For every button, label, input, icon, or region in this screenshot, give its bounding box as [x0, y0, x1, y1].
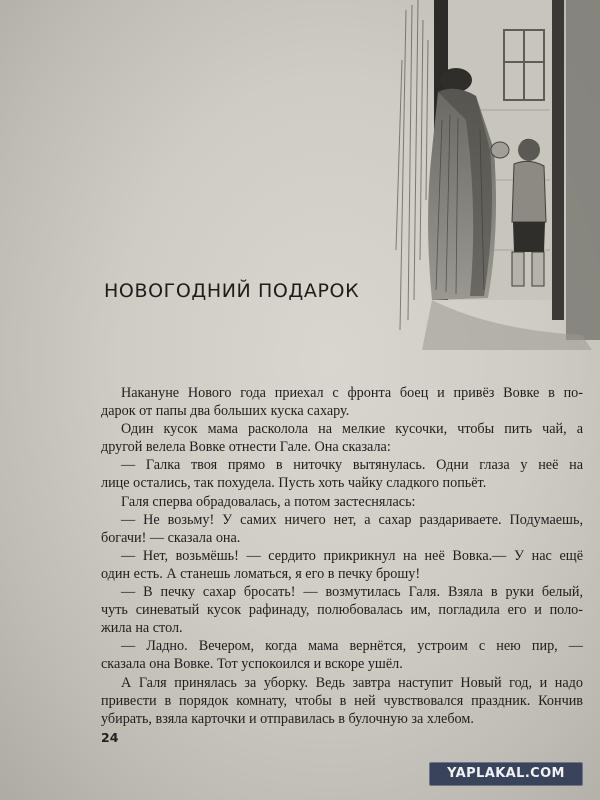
text-line: Галя сперва обрадовалась, а потом застеснялась: [121, 493, 416, 510]
text-line: жила на стол. [101, 620, 183, 637]
text-line: убирать, взяла карточки и отправилась в булочную за хлебом. [101, 710, 474, 727]
story-title: НОВОГОДНИЙ ПОДАРОК [104, 280, 360, 302]
text-line: — Не возьму! У самих ничего нет, а сахар раздариваете. Подумаешь, [121, 511, 583, 528]
text-line: привести в порядок комнату, чтобы в ней чувствовался праздник. Кончив [101, 692, 583, 709]
text-line: лице остались, так похудела. Пусть хоть чайку сладкого попьёт. [101, 475, 487, 492]
text-line: — Нет, возьмёшь! — сердито прикрикнул на неё Вовка.— У нас ещё [121, 547, 583, 564]
text-line: чуть синеватый кусок рафинаду, полюбовалась им, погладила его и поло- [101, 602, 583, 619]
text-line: дарок от папы два больших куска сахару. [101, 403, 350, 420]
text-line: — Галка твоя прямо в ниточку вытянулась. Одни глаза у неё на [121, 457, 583, 474]
text-line: Один кусок мама расколола на мелкие кусочки, чтобы пить чай, а [121, 421, 583, 438]
text-line: — Ладно. Вечером, когда мама вернётся, устроим с нею пир, — [121, 638, 583, 655]
text-line: один есть. А станешь ломаться, я его в печку брошу! [101, 565, 421, 582]
illustration-soldier-and-boy [392, 0, 600, 350]
text-line: А Галя принялась за уборку. Ведь завтра наступит Новый год, и надо [121, 674, 583, 691]
story-text [101, 384, 583, 728]
page-number: 24 [101, 730, 119, 745]
text-line: богачи! — сказала она. [101, 529, 241, 546]
text-line: Накануне Нового года приехал с фронта боец и привёз Вовке в по- [121, 385, 583, 401]
text-line: другой велела Вовке отнести Гале. Она сказала: [101, 439, 391, 456]
text-line: сказала она Вовке. Тот успокоился и вскоре ушёл. [101, 656, 403, 673]
text-line: — В печку сахар бросать! — возмутилась Галя. Взяла в руки белый, [121, 584, 583, 601]
site-watermark: YAPLAKAL.COM [429, 762, 583, 786]
